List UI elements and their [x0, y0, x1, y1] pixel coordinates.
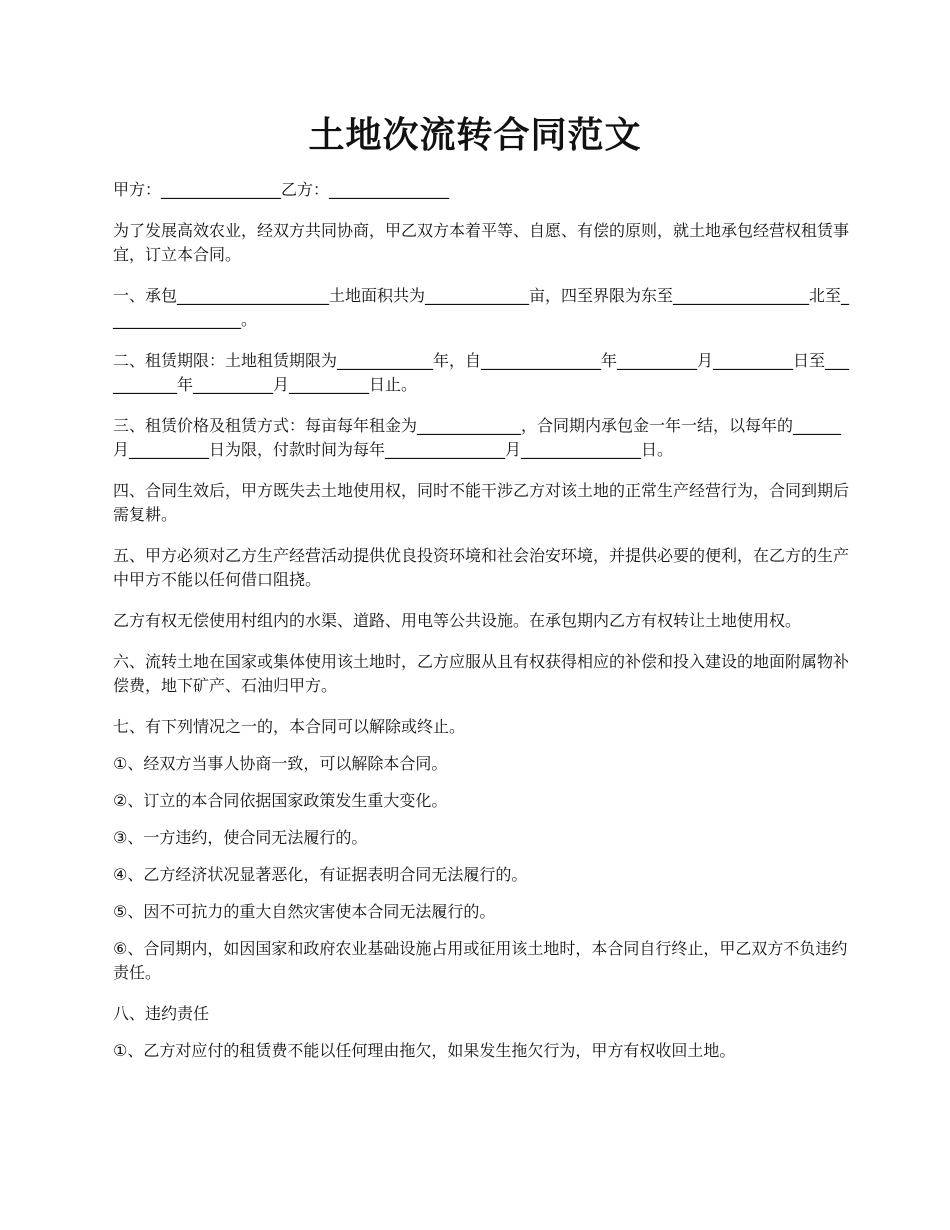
paragraph-clause-8: 八、违约责任	[113, 1004, 210, 1023]
paragraph-clause-7: 七、有下列情况之一的，本合同可以解除或终止。	[113, 717, 466, 736]
list-item: ⑤、因不可抗力的重大自然灾害使本合同无法履行的。	[113, 902, 496, 921]
list-item: ②、订立的本合同依据国家政策发生重大变化。	[113, 791, 448, 810]
paragraph-clause-2: 二、租赁期限：土地租赁期限为____________年，自_______________年__________月__________日至___________年__________月__________日止。	[113, 351, 850, 394]
paragraph-clause-1: 一、承包___________________土地面积共为_____________亩，四至界限为东至_________________北至_________________。	[113, 286, 850, 329]
paragraph-clause-6: 六、流转土地在国家或集体使用该土地时，乙方应服从且有权获得相应的补偿和投入建设的地面附属物补偿费，地下矿产、石油归甲方。	[113, 652, 850, 695]
list-item: ④、乙方经济状况显著恶化，有证据表明合同无法履行的。	[113, 865, 528, 884]
paragraph-preamble: 为了发展高效农业，经双方共同协商，甲乙双方本着平等、自愿、有偿的原则，就土地承包经营权租赁事宜，订立本合同。	[113, 221, 850, 264]
document-body	[113, 178, 853, 1080]
paragraph-clause-5-rights: 乙方有权无偿使用村组内的水渠、道路、用电等公共设施。在承包期内乙方有权转让土地使用权。	[113, 611, 802, 630]
paragraph-clause-4: 四、合同生效后，甲方既失去土地使用权，同时不能干涉乙方对该土地的正常生产经营行为，合同到期后需复耕。	[113, 481, 850, 524]
parties-line: 甲方：_______________乙方：_______________	[113, 180, 450, 199]
list-item: ③、一方违约，使合同无法履行的。	[113, 828, 368, 847]
paragraph-clause-5: 五、甲方必须对乙方生产经营活动提供优良投资环境和社会治安环境，并提供必要的便利，在乙方的生产中甲方不能以任何借口阻挠。	[113, 546, 850, 589]
paragraph-clause-3: 三、租赁价格及租赁方式：每亩每年租金为_____________，合同期内承包金一年一结，以每年的______月__________日为限，付款时间为每年_______________月_______________日。	[113, 416, 842, 459]
list-item: ①、经双方当事人协商一致，可以解除本合同。	[113, 754, 448, 773]
list-item: ⑥、合同期内，如因国家和政府农业基础设施占用或征用该土地时，本合同自行终止，甲乙双方不负违约责任。	[113, 939, 848, 982]
list-item: ①、乙方对应付的租赁费不能以任何理由拖欠，如果发生拖欠行为，甲方有权收回土地。	[113, 1041, 736, 1060]
document-title: 土地次流转合同范文	[308, 114, 642, 156]
